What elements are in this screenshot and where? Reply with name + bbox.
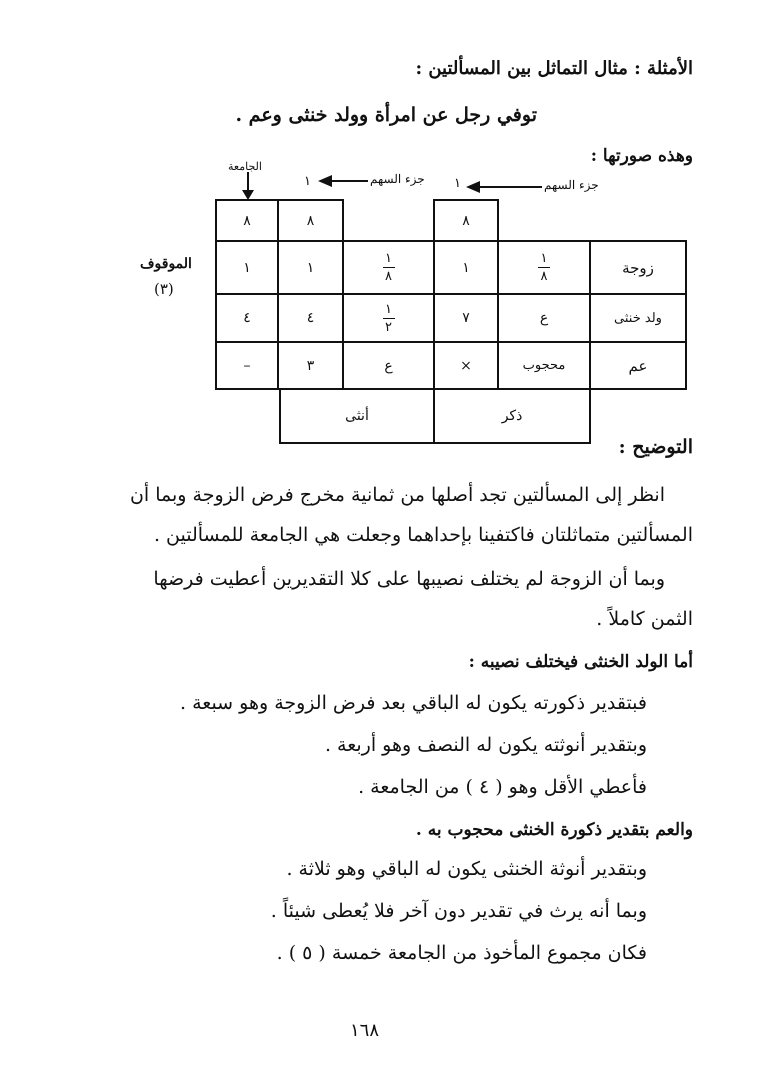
p1-line1: انظر إلى المسألتين تجد أصلها من ثمانية مخرج فرض الزوجة وبما أن xyxy=(129,484,665,506)
problem-statement: توفي رجل عن امرأة وولد خنثى وعم . xyxy=(235,104,537,126)
explanation-title: التوضيح : xyxy=(618,436,693,458)
share-part-label-male: جزء السهم xyxy=(544,178,599,192)
wife-jamia: ١ xyxy=(243,259,251,276)
p4-title: والعم بتقدير ذكورة الخنثى محجوب به . xyxy=(415,820,693,840)
khuntha-jamia: ٤ xyxy=(243,310,251,326)
mawquf-label: الموقوف xyxy=(140,256,192,272)
khuntha-male-result: ٧ xyxy=(462,310,470,326)
top-female-base: ٨ xyxy=(306,212,315,229)
footer-female: أنثى xyxy=(345,408,369,424)
p4-line3: فكان مجموع المأخوذ من الجامعة خمسة ( ٥ ) . xyxy=(276,942,647,964)
top-male-base: ٨ xyxy=(462,212,470,229)
p1-line2: المسألتين متماثلتان فاكتفينا بإحداهما وجعلت هي الجامعة للمسألتين . xyxy=(153,524,693,546)
share-part-label-female: جزء السهم xyxy=(370,172,425,186)
p3-line3: فأعطي الأقل وهو ( ٤ ) من الجامعة . xyxy=(358,776,647,798)
jamia-label: الجامعة xyxy=(228,160,262,173)
wife-male-share: $\frac{١}{٨}$ xyxy=(498,241,590,294)
wife-male-result: ١ xyxy=(462,259,470,276)
khuntha-female-share: $\frac{١}{٢}$ xyxy=(343,294,434,342)
p4-line1: وبتقدير أنوثة الخنثى يكون له الباقي وهو ثلاثة . xyxy=(286,858,647,880)
uncle-female-share: ع xyxy=(384,357,393,374)
wife-female-share: $\frac{١}{٨}$ xyxy=(343,241,434,294)
mawquf-value: (٣) xyxy=(154,280,174,298)
share-part-value-male: ١ xyxy=(454,176,461,191)
uncle-jamia: – xyxy=(243,357,251,374)
p3-title: أما الولد الخنثى فيختلف نصيبه : xyxy=(468,652,693,672)
examples-heading: الأمثلة : مثال التماثل بين المسألتين : xyxy=(415,58,693,79)
uncle-male-result: × xyxy=(460,357,472,374)
uncle-female-result: ٣ xyxy=(306,357,315,374)
top-jamia-value: ٨ xyxy=(243,212,251,229)
heir-wife: زوجة xyxy=(622,258,654,277)
footer-male: ذكر xyxy=(501,408,523,424)
wife-female-result: ١ xyxy=(306,259,315,276)
khuntha-male-share: ع xyxy=(539,310,549,326)
heir-khuntha: ولد خنثى xyxy=(614,310,662,326)
p4-line2: وبما أنه يرث في تقدير دون آخر فلا يُعطى شيئاً . xyxy=(270,900,647,922)
uncle-male-share: محجوب xyxy=(522,358,566,373)
p3-line2: وبتقدير أنوثته يكون له النصف وهو أربعة . xyxy=(324,734,647,756)
share-part-value-female: ١ xyxy=(304,174,311,189)
page-number: ١٦٨ xyxy=(350,1020,380,1041)
p2-line1: وبما أن الزوجة لم يختلف نصيبها على كلا التقديرين أعطيت فرضها xyxy=(153,568,665,590)
khuntha-female-result: ٤ xyxy=(306,310,315,326)
p3-line1: فبتقدير ذكورته يكون له الباقي بعد فرض الزوجة وهو سبعة . xyxy=(180,692,647,714)
form-intro: وهذه صورتها : xyxy=(590,146,693,166)
heir-uncle: عم xyxy=(628,356,648,375)
p2-line2: الثمن كاملاً . xyxy=(596,608,693,630)
